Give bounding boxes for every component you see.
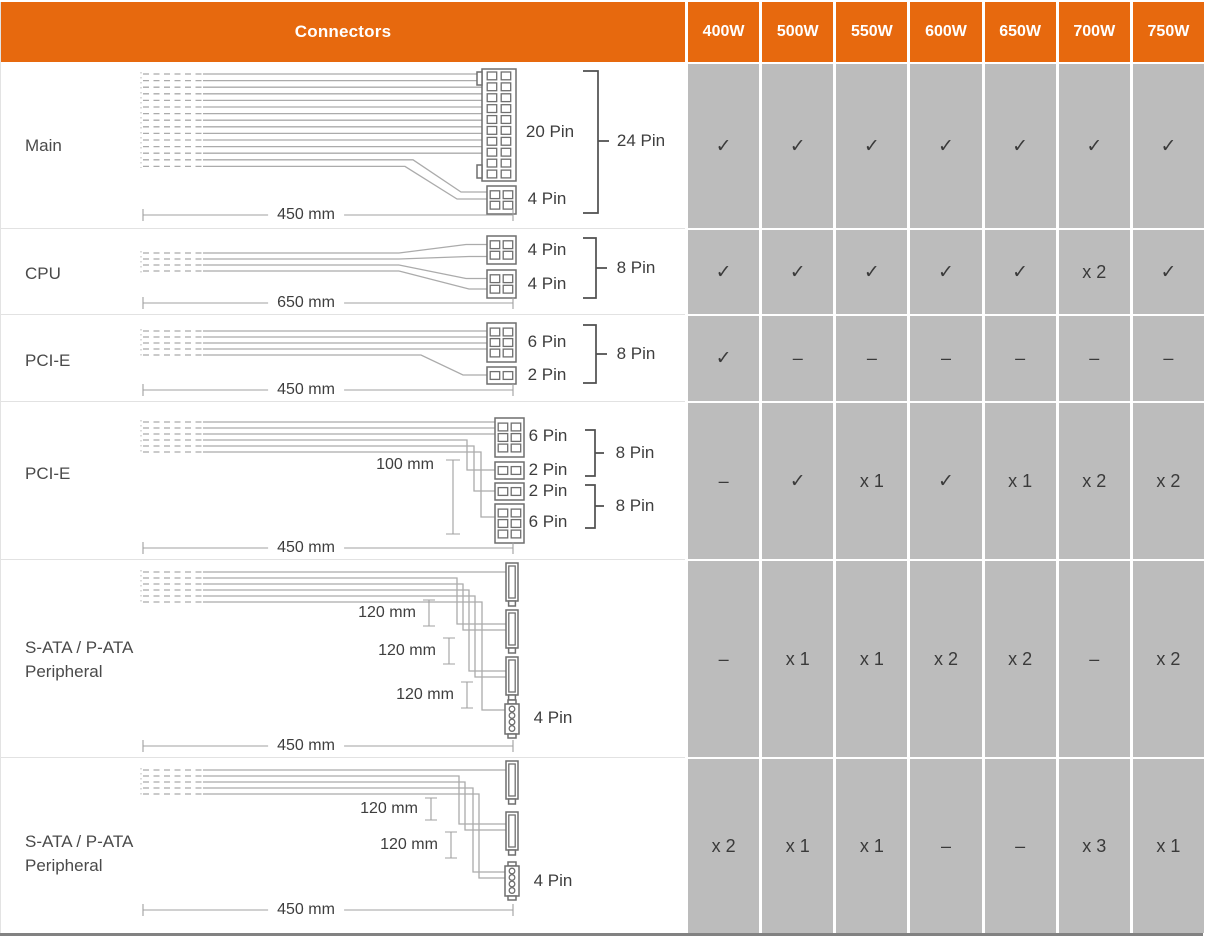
group-pin-label: 8 Pin: [615, 443, 655, 462]
wattage-header-700w: 700W: [1056, 2, 1130, 62]
value-cell: [685, 401, 759, 559]
value-text: ✓: [938, 470, 954, 492]
value-cell: [1130, 62, 1204, 228]
value-text: ✓: [863, 135, 880, 157]
value-text: ✓: [1086, 135, 1103, 157]
value-text: –: [718, 648, 729, 669]
cable-diagram-pcie-dual-8pin: [1, 402, 685, 559]
value-cell: [1056, 559, 1130, 757]
value-text: ✓: [1160, 135, 1177, 157]
value-text: –: [1089, 348, 1100, 368]
value-text: –: [1163, 348, 1174, 368]
value-cell: [759, 62, 833, 228]
value-cell: [982, 62, 1056, 228]
cable-length-label: 450 mm: [268, 737, 344, 755]
diagram-cell-main: [1, 62, 685, 228]
value-text: –: [1015, 835, 1026, 856]
value-text: ✓: [1012, 135, 1029, 157]
branch-length-label: 120 mm: [380, 836, 438, 853]
value-text: ✓: [789, 261, 806, 283]
value-text: ✓: [1012, 261, 1029, 283]
value-text: x 3: [1082, 835, 1107, 856]
wattage-header-600w: 600W: [907, 2, 981, 62]
value-cell: [1130, 314, 1204, 401]
cable-diagram-main-24pin: [1, 62, 685, 228]
value-cell: [982, 228, 1056, 314]
row-label-text: PCI-E: [25, 464, 71, 483]
cable-length-label: 450 mm: [268, 381, 344, 399]
value-text: ✓: [1160, 261, 1177, 283]
diagram-cell-sata-2: [1, 757, 685, 933]
value-cell: [833, 401, 907, 559]
value-text: –: [1089, 648, 1100, 669]
value-text: –: [940, 348, 951, 368]
value-text: ✓: [938, 261, 954, 283]
value-cell: [759, 757, 833, 933]
value-cell: [907, 559, 981, 757]
row-label-text: S-ATA / P-ATA: [25, 832, 134, 851]
value-cell: [1130, 757, 1204, 933]
connectors-table: [0, 2, 1204, 933]
value-cell: [1130, 228, 1204, 314]
pin-count-label: 6 Pin: [528, 512, 568, 531]
row-label-text: Peripheral: [25, 662, 103, 681]
value-cell: [982, 559, 1056, 757]
value-text: ✓: [715, 348, 732, 369]
value-text: x 2: [1082, 261, 1107, 282]
row-label: [25, 830, 133, 878]
wattage-header-750w: 750W: [1130, 2, 1204, 62]
pin-count-label: 6 Pin: [527, 332, 567, 351]
value-text: ✓: [789, 470, 806, 492]
value-text: ✓: [863, 261, 880, 283]
wattage-header-500w: 500W: [759, 2, 833, 62]
value-cell: [1056, 228, 1130, 314]
pin-count-label: 20 Pin: [525, 122, 575, 141]
value-cell: [907, 314, 981, 401]
row-label-text: PCI-E: [25, 351, 71, 370]
value-cell: [1130, 401, 1204, 559]
cable-length-label: 450 mm: [268, 901, 344, 919]
group-pin-label: 24 Pin: [616, 131, 666, 150]
value-text: x 1: [785, 835, 810, 856]
branch-length-label: 120 mm: [358, 604, 416, 621]
value-cell: [685, 757, 759, 933]
value-text: ✓: [789, 135, 806, 157]
value-text: ✓: [938, 135, 954, 157]
pin-count-label: 2 Pin: [528, 481, 568, 500]
diagram-cell-sata-1: [1, 559, 685, 757]
row-label: [25, 636, 133, 684]
row-label-text: Peripheral: [25, 856, 103, 875]
value-cell: [1130, 559, 1204, 757]
value-text: ✓: [715, 261, 732, 283]
value-text: x 2: [933, 648, 958, 669]
row-label: [25, 462, 70, 486]
value-cell: [1056, 401, 1130, 559]
value-text: x 2: [1156, 470, 1181, 491]
pin-count-label: 4 Pin: [527, 240, 567, 259]
wattage-header-400w: 400W: [685, 2, 759, 62]
value-text: –: [1015, 348, 1026, 368]
value-cell: [1056, 62, 1130, 228]
pin-count-label: 4 Pin: [527, 274, 567, 293]
value-text: x 1: [859, 835, 884, 856]
cable-length-label: 650 mm: [268, 294, 344, 312]
diagram-cell-pcie-1: [1, 314, 685, 401]
value-cell: [907, 401, 981, 559]
group-pin-label: 8 Pin: [616, 258, 656, 277]
value-text: x 2: [1008, 648, 1033, 669]
wattage-header-650w: 650W: [982, 2, 1056, 62]
group-pin-label: 8 Pin: [615, 496, 655, 515]
pin-count-label: 4 Pin: [533, 871, 573, 890]
pin-count-label: 4 Pin: [533, 708, 573, 727]
connectors-header: Connectors: [1, 2, 685, 62]
row-label: [25, 349, 70, 373]
value-cell: [833, 559, 907, 757]
value-cell: [982, 314, 1056, 401]
value-cell: [982, 401, 1056, 559]
pin-count-label: 2 Pin: [527, 365, 567, 384]
row-label: [25, 134, 62, 158]
cable-length-label: 450 mm: [268, 206, 344, 224]
cable-length-label: 450 mm: [268, 539, 344, 557]
value-cell: [833, 314, 907, 401]
row-label-text: CPU: [25, 264, 61, 283]
value-text: –: [792, 348, 803, 368]
value-text: –: [718, 470, 729, 491]
value-text: x 1: [1156, 835, 1181, 856]
value-cell: [1056, 314, 1130, 401]
pin-count-label: 4 Pin: [527, 189, 567, 208]
row-label: [25, 262, 61, 286]
value-cell: [907, 757, 981, 933]
pin-count-label: 6 Pin: [528, 426, 568, 445]
value-cell: [759, 314, 833, 401]
branch-length-label: 100 mm: [376, 456, 434, 473]
value-cell: [759, 228, 833, 314]
value-cell: [759, 401, 833, 559]
value-text: x 2: [1082, 470, 1107, 491]
diagram-cell-pcie-2: [1, 401, 685, 559]
branch-length-label: 120 mm: [360, 800, 418, 817]
value-text: x 1: [859, 470, 884, 491]
value-cell: [685, 559, 759, 757]
value-cell: [759, 559, 833, 757]
branch-length-label: 120 mm: [378, 642, 436, 659]
value-cell: [833, 757, 907, 933]
value-cell: [907, 62, 981, 228]
diagram-cell-cpu: [1, 228, 685, 314]
value-cell: [685, 62, 759, 228]
group-pin-label: 8 Pin: [616, 344, 656, 363]
value-text: x 1: [859, 648, 884, 669]
row-label-text: Main: [25, 136, 62, 155]
row-label-text: S-ATA / P-ATA: [25, 638, 134, 657]
value-text: ✓: [715, 135, 732, 157]
value-text: x 2: [1156, 648, 1181, 669]
value-text: x 1: [785, 648, 810, 669]
value-text: –: [866, 348, 877, 368]
value-cell: [685, 314, 759, 401]
table-bottom-border: [0, 933, 1203, 936]
value-cell: [833, 62, 907, 228]
pin-count-label: 2 Pin: [528, 460, 568, 479]
value-text: x 1: [1008, 470, 1033, 491]
value-text: –: [940, 835, 951, 856]
value-cell: [833, 228, 907, 314]
value-cell: [982, 757, 1056, 933]
wattage-header-550w: 550W: [833, 2, 907, 62]
branch-length-label: 120 mm: [396, 686, 454, 703]
value-cell: [907, 228, 981, 314]
value-cell: [1056, 757, 1130, 933]
value-cell: [685, 228, 759, 314]
value-text: x 2: [711, 835, 736, 856]
